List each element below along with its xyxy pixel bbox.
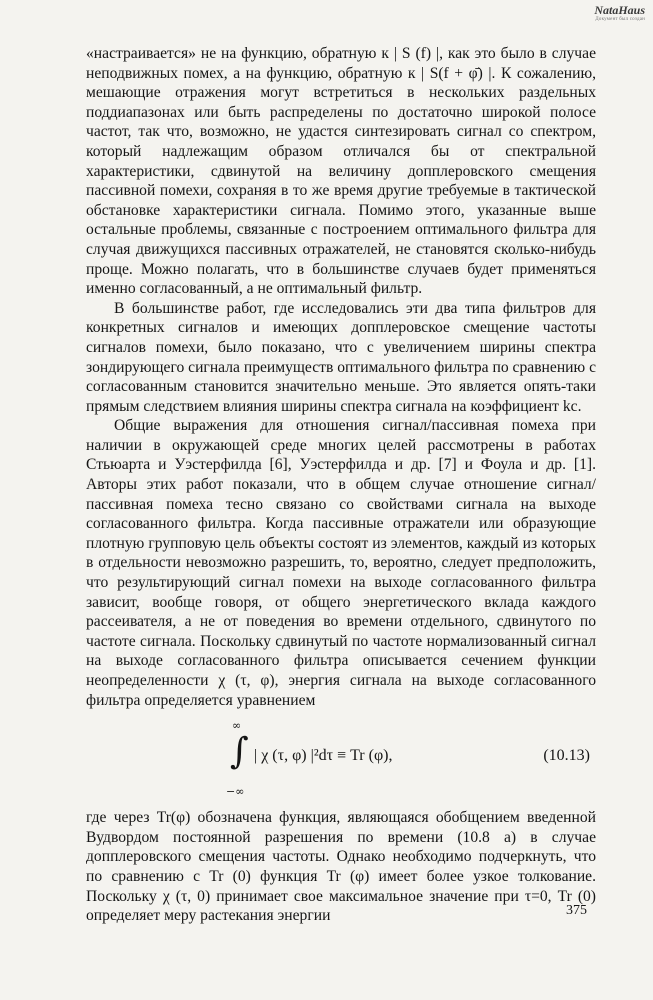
- integral-lower-limit: −∞: [226, 785, 245, 799]
- integral-sign: ∫: [230, 731, 249, 773]
- integral-upper-limit: ∞: [232, 719, 242, 733]
- paragraph-4: где через Tr(φ) обозначена функция, являющаяся обобщением введенной Вудвордом постоянной разрешения по времени (10.8 а) в случае допплеровского смещения частоты. Однако необходимо подчеркнуть, что по сравнению с Tr (0) функция Tr (φ) имеет более узкое толкование. Поскольку χ (τ, 0) принимает свое максимальное значение при τ=0, Tr (0) определяет меру растекания энергии: [86, 809, 596, 925]
- watermark-title: NataHaus: [594, 3, 645, 17]
- equation-10-13: [86, 716, 596, 802]
- equation-body: | χ (τ, φ) |²dτ ≡ Tr (φ),: [254, 747, 393, 765]
- page-number: 375: [566, 903, 587, 918]
- paragraph-1: «настраивается» не на функцию, обратную к | S (f) |, как это было в случае неподвижных помех, а на функцию, обратную к | S(f + φ̄) |. К сожалению, мешающие отражения могут встретиться в нескольких раздельных поддиапазонах или быть распределены по достаточно широкой полосе частот, так что, возможно, не удастся синтезировать сигнал со спектром, который надлежащим образом отличался бы от спектральной характеристики, сдвинутой на величину допплеровского смещения пассивной помехи, сохраняя в то же время другие требуемые в тактической обстановке характеристики сигнала. Помимо этого, указанные выше остальные проблемы, связанные с построением оптимального фильтра для случая движущихся пассивных отражателей, не становятся сколько-нибудь проще. Можно полагать, что в большинстве случаев будет применяться именно согласованный, а не оптимальный фильтр.: [86, 45, 596, 298]
- integral-symbol: [226, 716, 250, 802]
- page-text: [86, 44, 596, 926]
- paragraph-3: Общие выражения для отношения сигнал/пассивная помеха при наличии в окружающей среде многих целей рассмотрены в работах Стьюарта и Уэстерфилда [6], Уэстерфилда и др. [7] и Фоула и др. [1]. Авторы этих работ показали, что в общем случае отношение сигнал/пассивная помеха тесно связано со свойствами сигнала на выходе согласованного фильтра. Когда пассивные отражатели или образующие плотную групповую цель объекты состоят из элементов, каждый из которых в отдельности невозможно разрешить, то, вероятно, следует предположить, что результирующий сигнал помехи на выходе согласованного фильтра зависит, вообще говоря, от общего энергетического вклада каждого рассеивателя, а не от поведения во времени отдельного, сдвинутого по частоте сигнала. Поскольку сдвинутый по частоте нормализованный сигнал на выходе согласованного фильтра описывается сечением функции неопределенности χ (τ, φ), энергия сигнала на выходе согласованного фильтра определяется уравнением: [86, 417, 596, 709]
- equation-number: (10.13): [543, 747, 590, 765]
- watermark-subtitle: Документ был создан: [595, 17, 645, 22]
- watermark-logo: [594, 4, 645, 22]
- paragraph-2: В большинстве работ, где исследовались эти два типа фильтров для конкретных сигналов и имеющих допплеровское смещение частоты сигналов помехи, было показано, что с увеличением ширины спектра зондирующего сигнала преимуществ оптимального фильтра по сравнению с согласованным становится значительно меньше. Это является опять-таки прямым следствием влияния ширины спектра сигнала на коэффициент kc.: [86, 299, 596, 415]
